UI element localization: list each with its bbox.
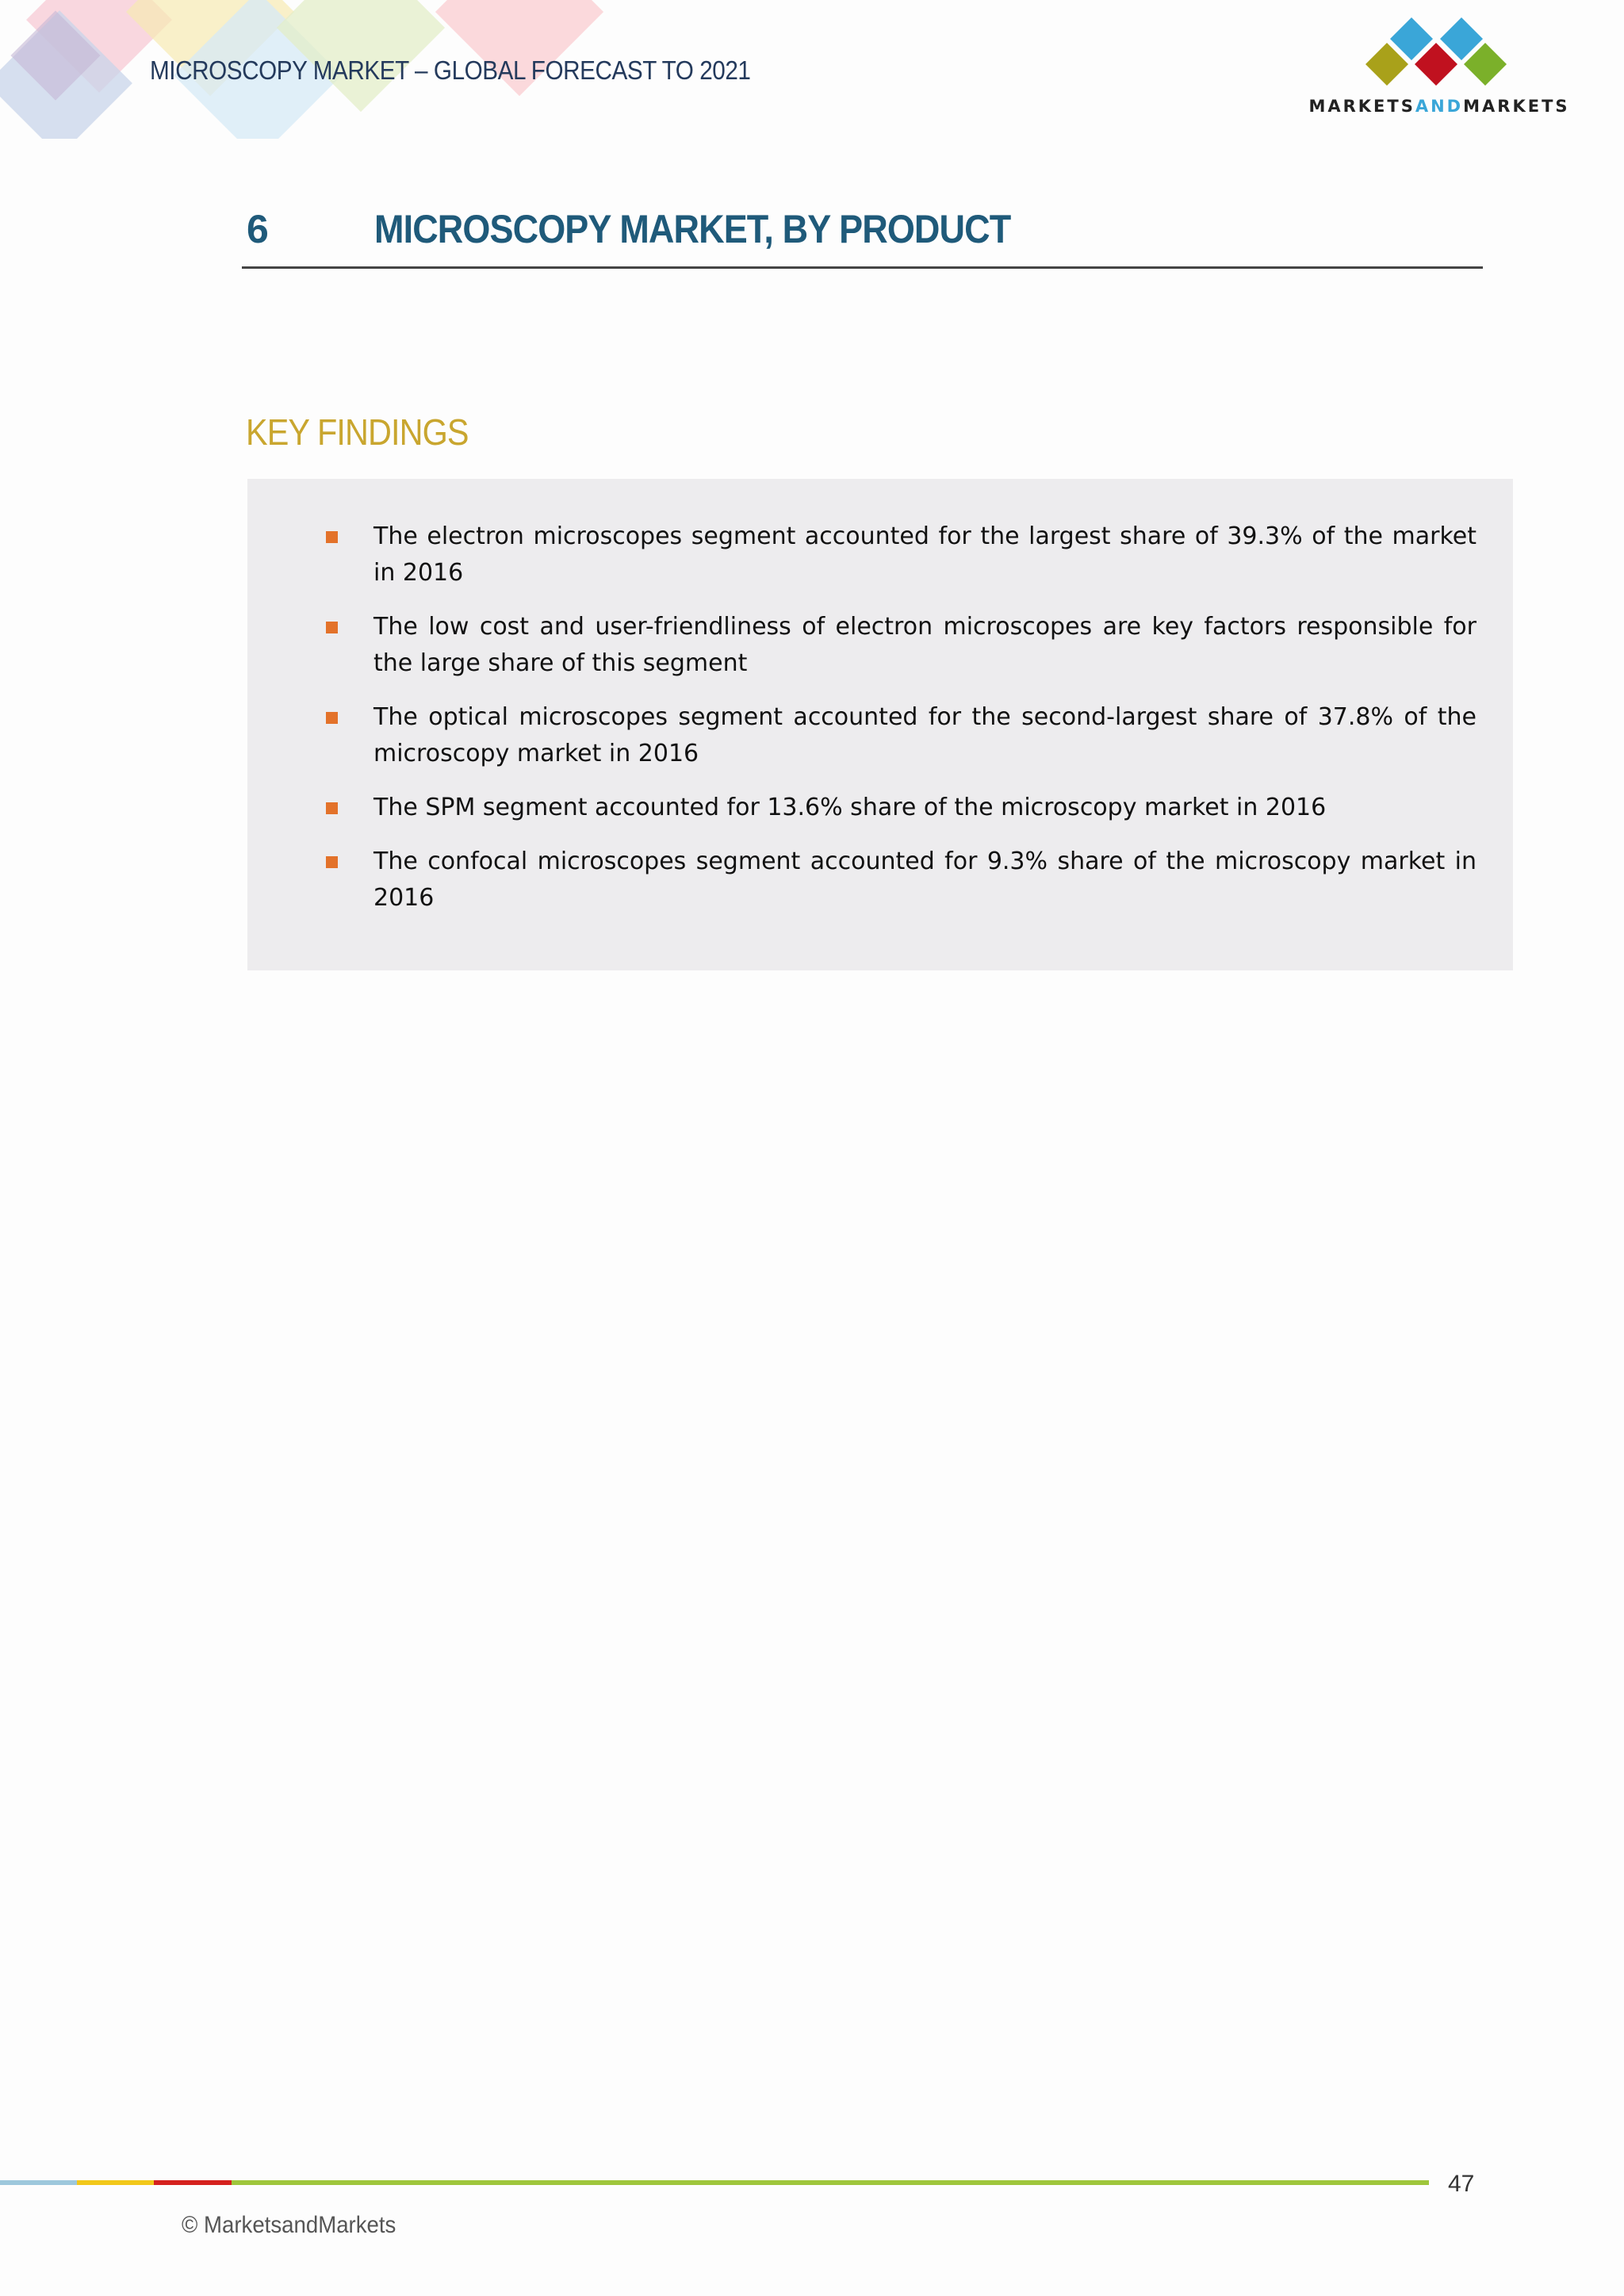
key-finding-item: The electron microscopes segment accounted for the largest share of 39.3% of the market in 2016 (373, 519, 1477, 591)
chapter-title: MICROSCOPY MARKET, BY PRODUCT (374, 207, 1011, 251)
key-findings-heading: KEY FINDINGS (246, 411, 469, 453)
footer-stripe-red (154, 2180, 232, 2185)
key-finding-item: The SPM segment accounted for 13.6% share of the microscopy market in 2016 (373, 790, 1477, 826)
page-number: 47 (1448, 2171, 1475, 2197)
key-finding-item: The low cost and user-friendliness of electron microscopes are key factors responsible for the large share of this segment (373, 609, 1477, 682)
footer-stripe-yellow (77, 2180, 154, 2185)
logo-diamonds-icon (1297, 14, 1582, 94)
copyright-notice: © MarketsandMarkets (182, 2212, 396, 2238)
square-bullet-icon (326, 531, 338, 543)
square-bullet-icon (326, 622, 338, 633)
footer-stripe-blue (0, 2180, 77, 2185)
chapter-number: 6 (247, 207, 269, 251)
square-bullet-icon (326, 712, 338, 724)
square-bullet-icon (326, 856, 338, 868)
key-findings-list (247, 519, 1513, 934)
footer-stripe-green (232, 2180, 1429, 2185)
logo-wordmark: MARKETSANDMARKETS (1308, 97, 1570, 116)
chapter-heading (242, 205, 1483, 269)
running-header-title: MICROSCOPY MARKET – GLOBAL FORECAST TO 2021 (150, 55, 751, 85)
key-finding-item: The confocal microscopes segment accounted for 9.3% share of the microscopy market in 2016 (373, 844, 1477, 916)
key-finding-item: The optical microscopes segment accounted for the second-largest share of 37.8% of the microscopy market in 2016 (373, 699, 1477, 772)
marketsandmarkets-logo (1297, 14, 1582, 121)
square-bullet-icon (326, 802, 338, 814)
key-findings-box (247, 479, 1513, 970)
